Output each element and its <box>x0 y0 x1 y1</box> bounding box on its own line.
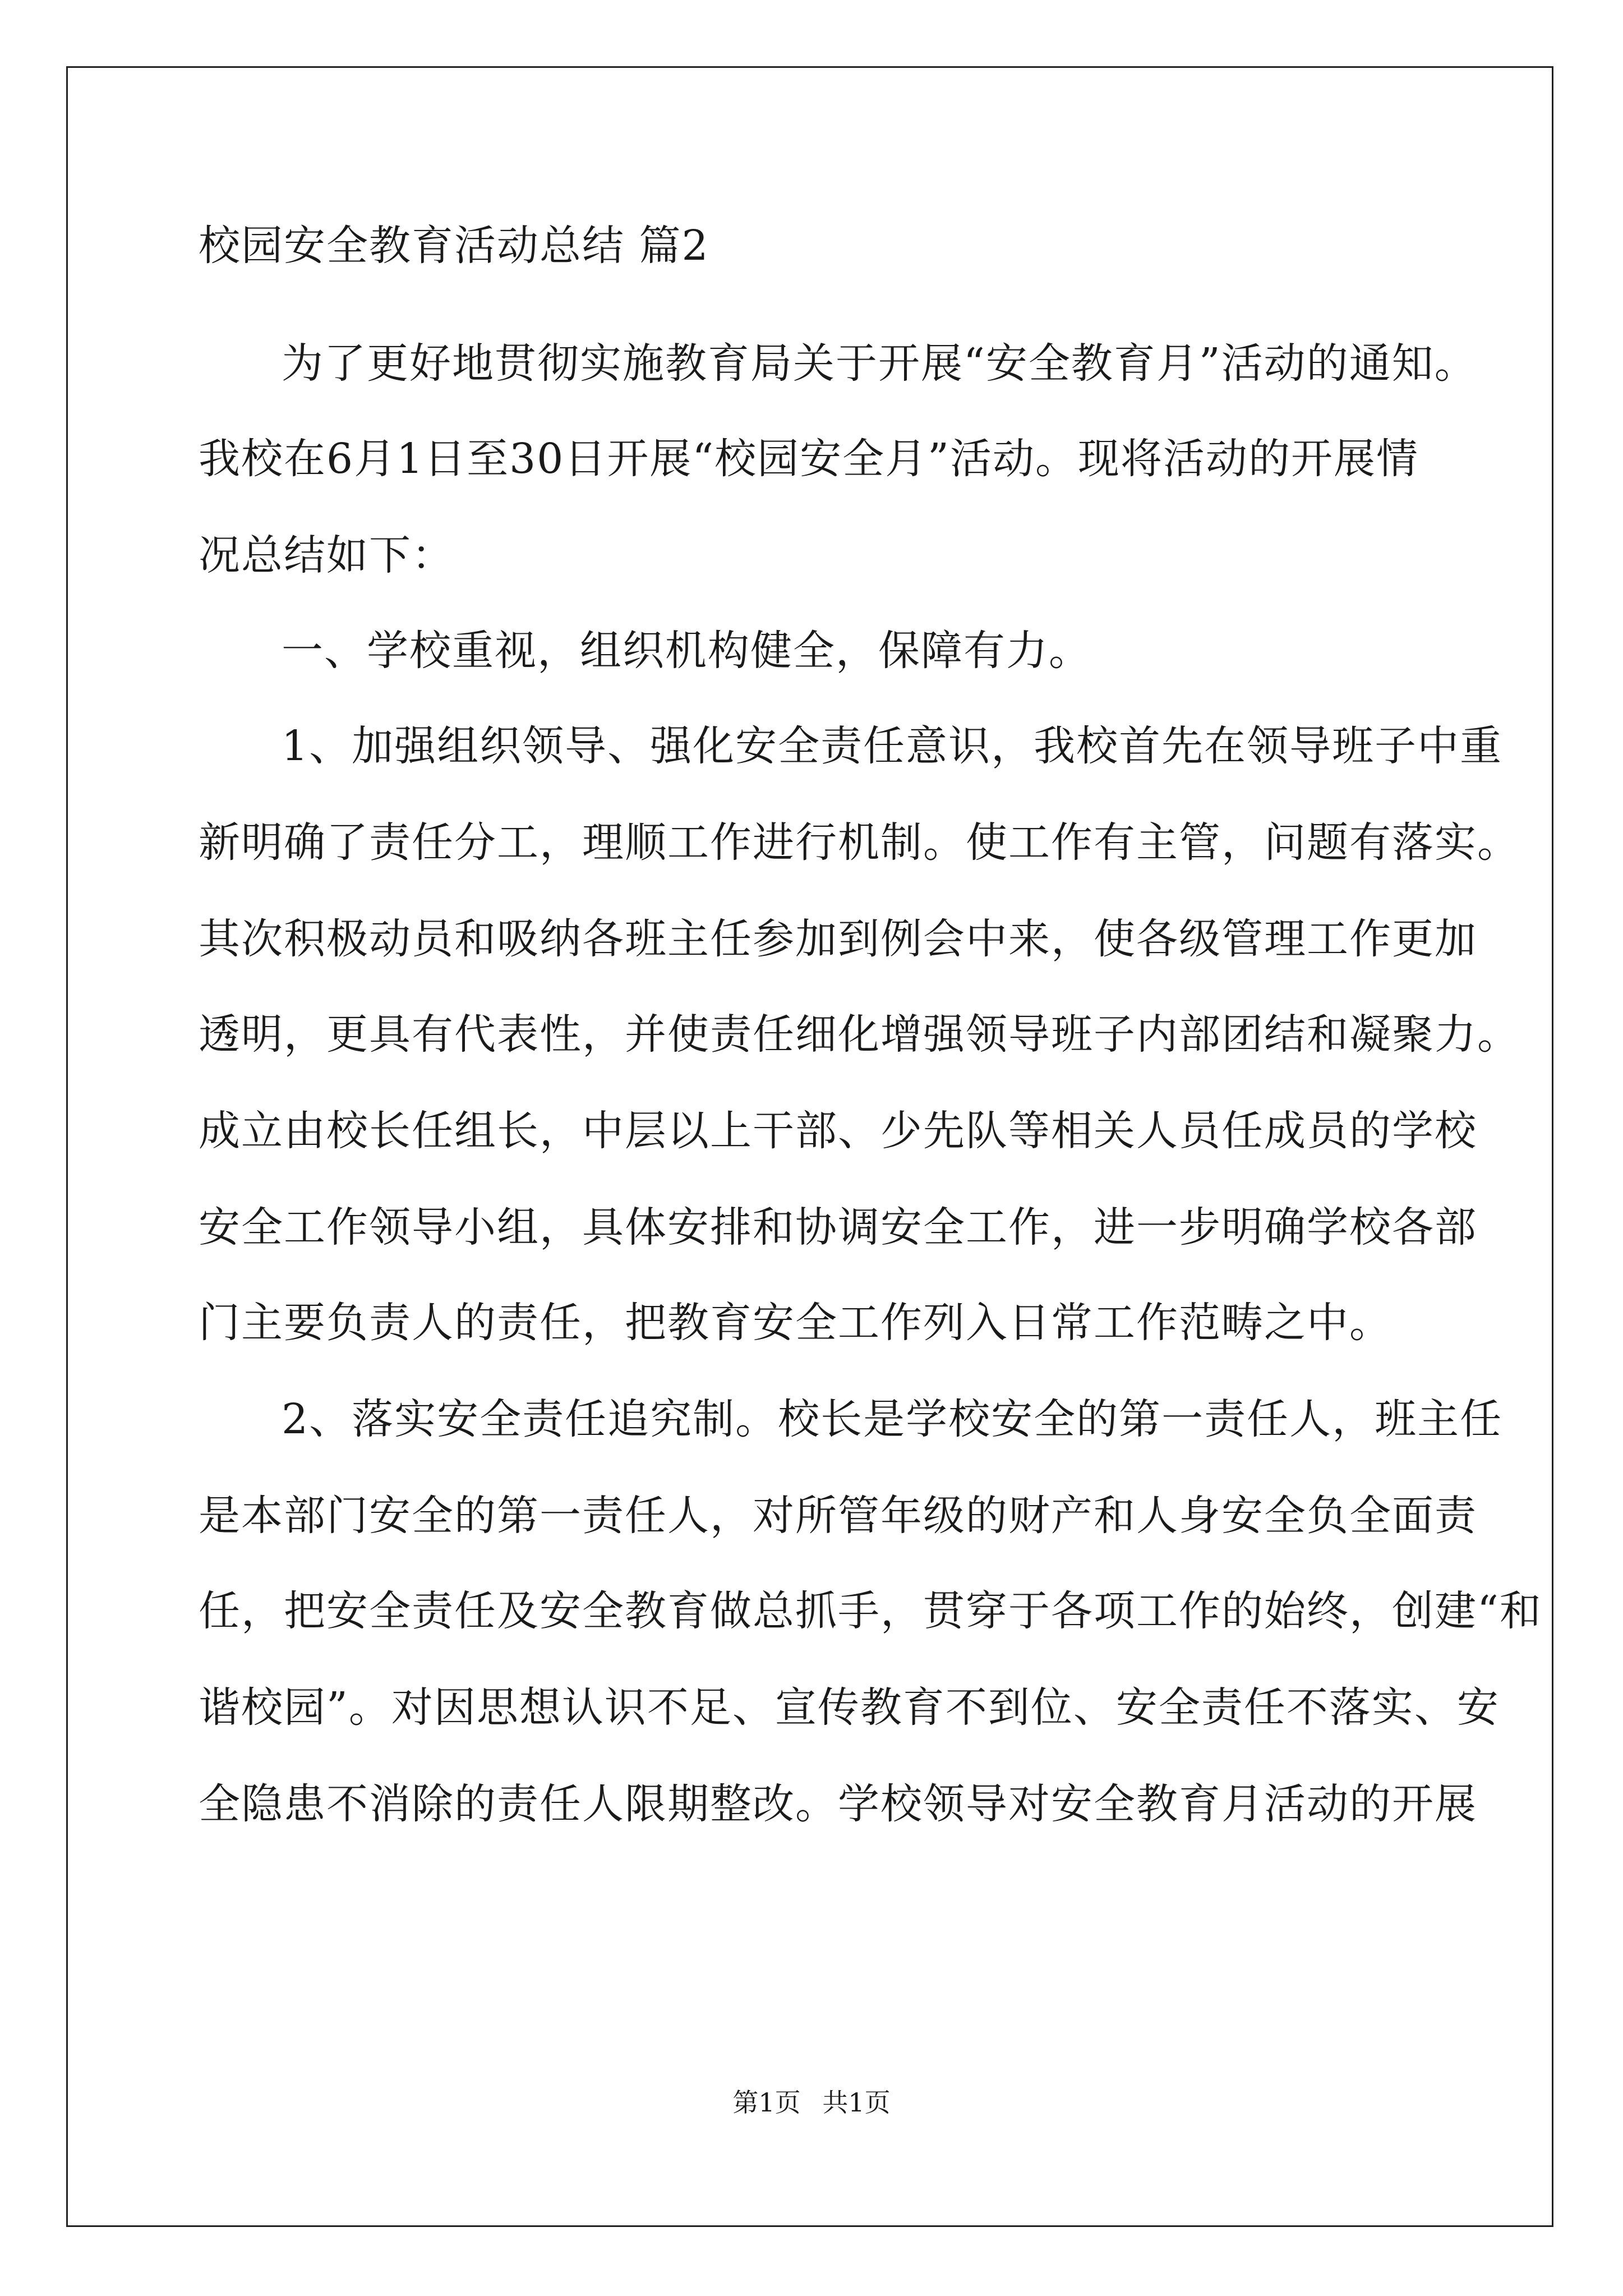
paragraph-4-line-1: 2、落实安全责任追究制。校长是学校安全的第一责任人，班主任 <box>282 1395 1503 1443</box>
paragraph-4-line-2: 是本部门安全的第一责任人，对所管年级的财产和人身安全负全面责 <box>199 1492 1477 1540</box>
paragraph-3-line-7: 门主要负责人的责任，把教育安全工作列入日常工作范畴之中。 <box>199 1299 1392 1347</box>
document-title: 校园安全教育活动总结 篇2 <box>199 222 709 270</box>
paragraph-3-line-2: 新明确了责任分工，理顺工作进行机制。使工作有主管，问题有落实。 <box>199 818 1520 867</box>
paragraph-3-line-3: 其次积极动员和吸纳各班主任参加到例会中来，使各级管理工作更加 <box>199 915 1477 963</box>
paragraph-3-line-1: 1、加强组织领导、强化安全责任意识，我校首先在领导班子中重 <box>282 722 1503 770</box>
paragraph-1-line-2: 我校在6月1日至30日开展“校园安全月”活动。现将活动的开展情 <box>199 435 1419 483</box>
paragraph-4-line-4: 谐校园”。对因思想认识不足、宣传教育不到位、安全责任不落实、安 <box>199 1683 1500 1732</box>
paragraph-1-line-3: 况总结如下： <box>199 531 454 579</box>
section-heading-1: 一、学校重视，组织机构健全，保障有力。 <box>282 627 1091 675</box>
paragraph-1-line-1: 为了更好地贯彻实施教育局关于开展“安全教育月”活动的通知。 <box>282 339 1477 388</box>
paragraph-3-line-6: 安全工作领导小组，具体安排和协调安全工作，进一步明确学校各部 <box>199 1203 1477 1251</box>
page-total: 共1页 <box>822 2087 891 2118</box>
paragraph-4-line-5: 全隐患不消除的责任人限期整改。学校领导对安全教育月活动的开展 <box>199 1780 1477 1828</box>
paragraph-3-line-5: 成立由校长任组长，中层以上干部、少先队等相关人员任成员的学校 <box>199 1107 1477 1155</box>
paragraph-4-line-3: 任，把安全责任及安全教育做总抓手，贯穿于各项工作的始终，创建“和 <box>199 1587 1542 1635</box>
page-footer <box>0 2086 1623 2119</box>
page-number: 第1页 <box>732 2087 801 2118</box>
paragraph-3-line-4: 透明，更具有代表性，并使责任细化增强领导班子内部团结和凝聚力。 <box>199 1010 1520 1059</box>
